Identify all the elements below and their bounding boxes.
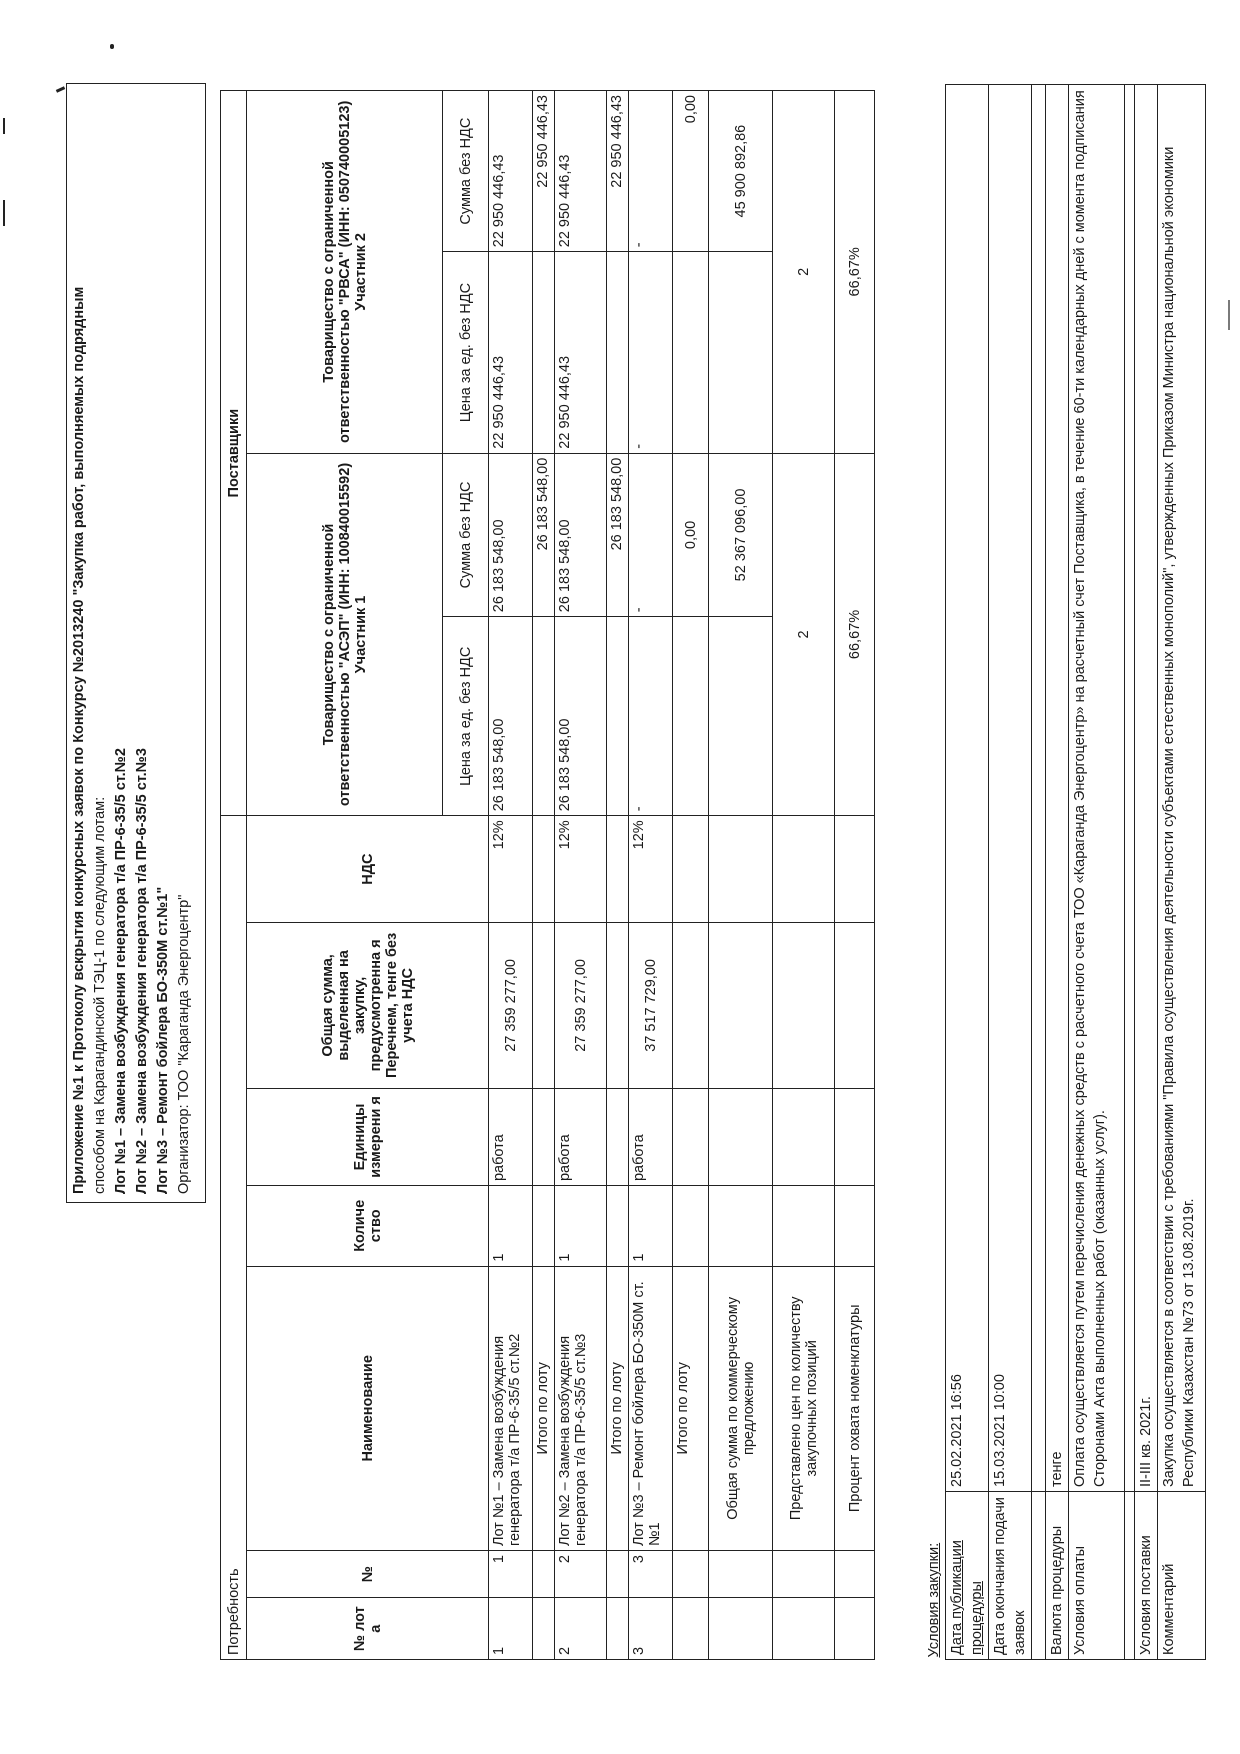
cell-qty: 1 xyxy=(489,1186,533,1267)
cell-lot: 1 xyxy=(489,1598,533,1660)
conditions-title: Условия закупки: xyxy=(926,1542,942,1658)
condition-row xyxy=(1069,85,1125,1660)
count-value-1: 2 xyxy=(773,453,835,816)
header-name: Наименование xyxy=(247,1266,489,1550)
cell-unit: работа xyxy=(629,1088,673,1185)
condition-label: Условия оплаты xyxy=(1069,1492,1125,1660)
table-row xyxy=(629,91,673,1660)
cell-price-2: 22 950 446,43 xyxy=(489,252,533,453)
header-total: Общая сумма, выделенная на закупку, предусмотренна я Перечнем, тенге без учета НДС xyxy=(247,922,489,1088)
cell-price-1: 26 183 548,00 xyxy=(489,617,533,816)
cell-lot: 3 xyxy=(629,1598,673,1660)
condition-label: Условия поставки xyxy=(1135,1492,1158,1660)
condition-value: 15.03.2021 10:00 xyxy=(989,85,1032,1492)
cell-total: 27 359 277,00 xyxy=(555,922,607,1088)
cell-unit: работа xyxy=(489,1088,533,1185)
lot-total-label: Итого по лоту xyxy=(607,1266,629,1550)
cell-total: 37 517 729,00 xyxy=(629,922,673,1088)
overall-row xyxy=(709,91,773,1660)
cell-price-1: - xyxy=(629,617,673,816)
group-need: Потребность xyxy=(221,816,247,1660)
caption-box xyxy=(66,83,206,1203)
cell-sum-1: 26 183 548,00 xyxy=(489,453,533,617)
header-unit-price-2: Цена за ед. без НДС xyxy=(443,252,489,453)
lot-total-sum-1: 0,00 xyxy=(673,453,709,617)
condition-row xyxy=(1046,85,1069,1660)
caption-line-6: Организатор: ТОО "Караганда Энергоцентр" xyxy=(176,894,192,1194)
header-qty: Количе ство xyxy=(247,1186,489,1267)
condition-row xyxy=(946,85,989,1660)
header-sum-2: Сумма без НДС xyxy=(443,91,489,252)
cell-unit: работа xyxy=(555,1088,607,1185)
header-lot-no: № лот а xyxy=(247,1598,489,1660)
scan-speck xyxy=(3,200,5,226)
condition-value: Закупка осуществляется в соответствии с требованиями "Правила осуществления деятельности субъектами естественных монополий", утвержденных Приказом Министра национальной экономики Республики Казахстан №73 от 13.08.2019г. xyxy=(1158,85,1206,1492)
cell-name: Лот №2 – Замена возбуждения генератора т/а ПР-6-35/5 ст.№3 xyxy=(555,1266,607,1550)
bids-table xyxy=(220,90,875,1660)
lot-total-sum-2: 22 950 446,43 xyxy=(607,91,629,252)
caption-line-5: Лот №3 – Ремонт бойлера БО-350М ст.№1" xyxy=(155,886,171,1194)
count-value-2: 2 xyxy=(773,91,835,454)
condition-value: Оплата осуществляется путем перечисления денежных средств с расчетного счета ТОО «Караганда Энергоцентр» на расчетный счет Поставщика, в течение 60-ти календарных дней с момента подписания Сторонами Акта выполненных работ (оказанных услуг). xyxy=(1069,85,1125,1492)
cell-vat: 12% xyxy=(555,816,607,923)
lot-total-row xyxy=(533,91,555,1660)
percent-value-2: 66,67% xyxy=(835,91,875,454)
condition-label: Комментарий xyxy=(1158,1492,1206,1660)
scan-speck xyxy=(1228,300,1230,330)
caption-line-4: Лот №2 – Замена возбуждения генератора т/а ПР-6-35/5 ст.№3 xyxy=(134,748,150,1194)
condition-label: Дата публикации процедуры xyxy=(946,1492,989,1660)
count-row xyxy=(773,91,835,1660)
condition-value: II-III кв. 2021г. xyxy=(1135,85,1158,1492)
cell-price-1: 26 183 548,00 xyxy=(555,617,607,816)
cell-qty: 1 xyxy=(555,1186,607,1267)
cell-price-2: - xyxy=(629,252,673,453)
percent-label: Процент охвата номенклатуры xyxy=(835,1266,875,1550)
condition-row xyxy=(1135,85,1158,1660)
caption-line-1: Приложение №1 к Протоколу вскрытия конкурсных заявок по Конкурсу №2013240 "Закупка работ, выполняемых подрядным xyxy=(71,286,87,1194)
lot-total-sum-2: 0,00 xyxy=(673,91,709,252)
cell-sum-2: 22 950 446,43 xyxy=(489,91,533,252)
caption-line-3: Лот №1 – Замена возбуждения генератора т/а ПР-6-35/5 ст.№2 xyxy=(113,748,129,1194)
cell-lot: 2 xyxy=(555,1598,607,1660)
cell-sum-2: - xyxy=(629,91,673,252)
cell-sum-2: 22 950 446,43 xyxy=(555,91,607,252)
condition-row xyxy=(989,85,1032,1660)
conditions-table xyxy=(923,84,1206,1660)
overall-sum-1: 52 367 096,00 xyxy=(709,453,773,617)
scan-speck xyxy=(3,118,5,134)
lot-total-sum-1: 26 183 548,00 xyxy=(533,453,555,617)
lot-total-label: Итого по лоту xyxy=(533,1266,555,1550)
lot-total-label: Итого по лоту xyxy=(673,1266,709,1550)
header-sum-1: Сумма без НДС xyxy=(443,453,489,617)
header-no: № xyxy=(247,1551,489,1598)
cell-price-2: 22 950 446,43 xyxy=(555,252,607,453)
header-supplier-2: Товарищество с ограниченной ответственностью "РВСА" (ИНН: 050740005123) Участник 2 xyxy=(247,91,443,454)
percent-value-1: 66,67% xyxy=(835,453,875,816)
count-label: Представлено цен по количеству закупочных позиций xyxy=(773,1266,835,1550)
cell-total: 27 359 277,00 xyxy=(489,922,533,1088)
lot-total-sum-1: 26 183 548,00 xyxy=(607,453,629,617)
lot-total-row xyxy=(673,91,709,1660)
condition-row xyxy=(1158,85,1206,1660)
cell-name: Лот №3 – Ремонт бойлера БО-350М ст.№1 xyxy=(629,1266,673,1550)
header-unit-price-1: Цена за ед. без НДС xyxy=(443,617,489,816)
cell-qty: 1 xyxy=(629,1186,673,1267)
cell-no: 3 xyxy=(629,1551,673,1598)
cell-sum-1: 26 183 548,00 xyxy=(555,453,607,617)
cell-vat: 12% xyxy=(489,816,533,923)
condition-value: 25.02.2021 16:56 xyxy=(946,85,989,1492)
header-supplier-1: Товарищество с ограниченной ответственностью "АСЭП" (ИНН: 100840015592) Участник 1 xyxy=(247,453,443,816)
overall-sum-2: 45 900 892,86 xyxy=(709,91,773,252)
condition-label: Валюта процедуры xyxy=(1046,1492,1069,1660)
lot-total-sum-2: 22 950 446,43 xyxy=(533,91,555,252)
cell-name: Лот №1 – Замена возбуждения генератора т/а ПР-6-35/5 ст.№2 xyxy=(489,1266,533,1550)
table-row xyxy=(489,91,533,1660)
header-vat: НДС xyxy=(247,816,489,923)
condition-label: Дата окончания подачи заявок xyxy=(989,1492,1032,1660)
cell-sum-1: - xyxy=(629,453,673,617)
header-unit: Единицы измерени я xyxy=(247,1088,489,1185)
cell-no: 2 xyxy=(555,1551,607,1598)
table-row xyxy=(555,91,607,1660)
overall-label: Общая сумма по коммерческому предложению xyxy=(709,1266,773,1550)
cell-vat: 12% xyxy=(629,816,673,923)
condition-value: тенге xyxy=(1046,85,1069,1492)
percent-row xyxy=(835,91,875,1660)
cell-no: 1 xyxy=(489,1551,533,1598)
group-suppliers: Поставщики xyxy=(221,91,247,816)
caption-line-2: способом на Карагандинской ТЭЦ-1 по следующим лотам: xyxy=(92,796,108,1194)
scan-speck xyxy=(110,44,114,49)
lot-total-row xyxy=(607,91,629,1660)
